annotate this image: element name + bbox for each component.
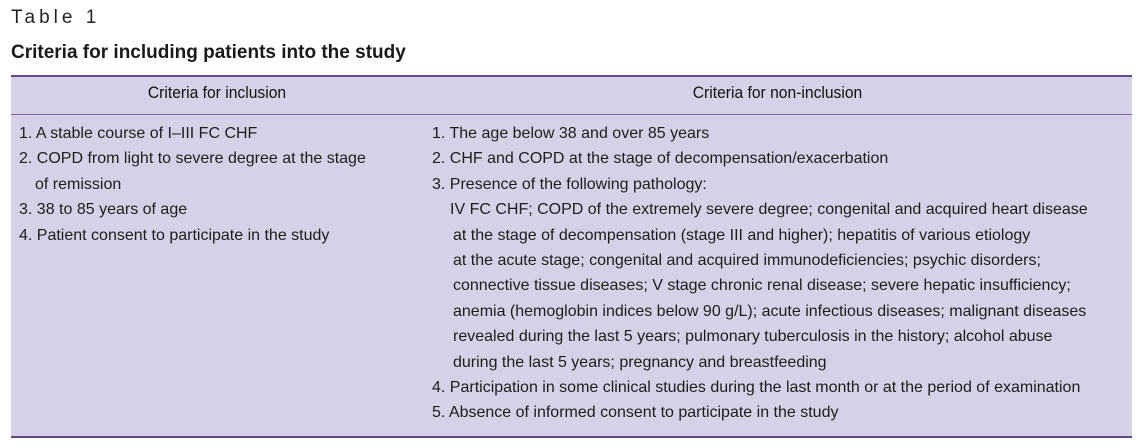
header-inclusion: Criteria for inclusion: [147, 83, 287, 102]
criteria-table: [11, 75, 1132, 438]
non-inclusion-column: [432, 121, 1132, 426]
table-title: Criteria for including patients into the study: [11, 42, 406, 63]
pathology-line: connective tissue diseases; V stage chronic renal disease; severe hepatic insufficiency;: [453, 277, 1071, 295]
pathology-line: at the stage of decompensation (stage III and higher); hepatitis of various etiology: [453, 226, 1031, 244]
header-non-inclusion: Criteria for non-inclusion: [692, 83, 863, 102]
pathology-line: revealed during the last 5 years; pulmonary tuberculosis in the history; alcohol abuse: [453, 328, 1053, 346]
non-inclusion-item: 2. CHF and COPD at the stage of decompensation/exacerbation: [432, 150, 889, 168]
pathology-line: anemia (hemoglobin indices below 90 g/L); acute infectious diseases; malignant diseases: [453, 302, 1087, 320]
pathology-line: during the last 5 years; pregnancy and breastfeeding: [453, 353, 827, 371]
inclusion-item: 2. COPD from light to severe degree at the stage: [19, 150, 366, 168]
non-inclusion-item: 1. The age below 38 and over 85 years: [432, 125, 710, 142]
inclusion-column: [19, 121, 419, 248]
inclusion-item-continuation: of remission: [35, 175, 122, 193]
table-label: Table 1: [11, 7, 101, 28]
pathology-line: IV FC CHF; COPD of the extremely severe degree; congenital and acquired heart disease: [450, 201, 1088, 219]
inclusion-item: 3. 38 to 85 years of age: [19, 201, 188, 219]
table-header-row: [11, 77, 1132, 115]
non-inclusion-item: 5. Absence of informed consent to participate in the study: [432, 404, 839, 422]
non-inclusion-item: 3. Presence of the following pathology:: [432, 175, 707, 193]
inclusion-item: 1. A stable course of I–III FC CHF: [19, 125, 258, 142]
pathology-line: at the acute stage; congenital and acquired immunodeficiencies; psychic disorders;: [453, 251, 1041, 269]
inclusion-item: 4. Patient consent to participate in the study: [19, 226, 330, 244]
non-inclusion-item: 4. Participation in some clinical studies during the last month or at the period of examination: [432, 378, 1081, 396]
